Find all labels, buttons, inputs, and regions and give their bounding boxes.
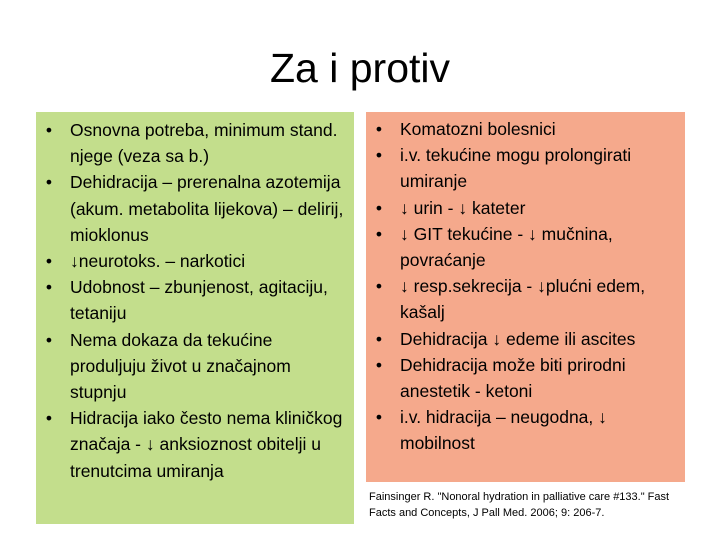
contra-list-item [366, 352, 685, 404]
bullet-icon: • [375, 197, 383, 218]
slide-title: Za i protiv [270, 45, 450, 91]
contra-item-text: ↓ resp.sekrecija - ↓plućni edem, kašalj [400, 276, 646, 323]
pro-list-item [36, 169, 354, 248]
contra-item-text: i.v. tekućine mogu prolongirati umiranje [400, 145, 632, 192]
bullet-icon: • [45, 329, 53, 350]
contra-item-text: Dehidracija ↓ edeme ili ascites [400, 328, 636, 349]
pro-item-text: ↓neurotoks. – narkotici [70, 251, 246, 272]
reference-citation: Fainsinger R. "Nonoral hydration in palliative care #133." Fast Facts and Concepts, J Pall Med. 2006; 9: 206-7. [369, 491, 670, 519]
contra-panel [366, 112, 685, 482]
bullet-icon: • [45, 277, 53, 298]
contra-item-text: ↓ urin - ↓ kateter [400, 197, 526, 218]
bullet-icon: • [375, 276, 383, 297]
bullet-icon: • [375, 407, 383, 428]
contra-list-item [366, 142, 685, 194]
contra-list-item [366, 221, 685, 273]
contra-item-text: Komatozni bolesnici [400, 119, 556, 139]
bullet-icon: • [375, 145, 383, 166]
pro-list-item [36, 248, 354, 274]
bullet-icon: • [45, 172, 53, 193]
contra-item-text: ↓ GIT tekućine - ↓ mučnina, povraćanje [400, 223, 613, 271]
contra-item-text: Dehidracija može biti prirodni anestetik - ketoni [400, 354, 626, 402]
contra-list-item [366, 326, 685, 352]
contra-list-item [366, 404, 685, 456]
bullet-icon: • [375, 328, 383, 349]
bullet-icon: • [375, 354, 383, 375]
contra-item-text: i.v. hidracija – neugodna, ↓ mobilnost [400, 407, 607, 454]
pro-item-text: Nema dokaza da tekućine produljuju život u značajnom stupnju [70, 329, 291, 403]
pro-list-item [36, 117, 354, 169]
bullet-icon: • [45, 120, 53, 140]
pro-item-text: Udobnost – zbunjenost, agitaciju, tetaniju [70, 277, 328, 324]
bullet-icon: • [375, 223, 383, 244]
pro-panel [36, 112, 354, 524]
pro-item-text: Osnovna potreba, minimum stand. njege (veza sa b.) [70, 120, 338, 167]
bullet-icon: • [375, 119, 383, 139]
contra-list-item [366, 116, 685, 142]
pro-list-item [36, 327, 354, 406]
pro-list-item [36, 274, 354, 326]
pro-item-text: Hidracija iako često nema kliničkog značaja - ↓ anksioznost obitelji u trenutcima umiranja [70, 408, 343, 481]
bullet-icon: • [45, 408, 53, 429]
contra-list [366, 112, 685, 457]
pro-list-item [36, 405, 354, 484]
contra-list-item [366, 195, 685, 221]
contra-list-item [366, 273, 685, 325]
pro-list [36, 112, 354, 484]
pro-item-text: Dehidracija – prerenalna azotemija (akum. metabolita lijekova) – delirij, mioklonus [70, 172, 344, 245]
bullet-icon: • [45, 251, 53, 272]
